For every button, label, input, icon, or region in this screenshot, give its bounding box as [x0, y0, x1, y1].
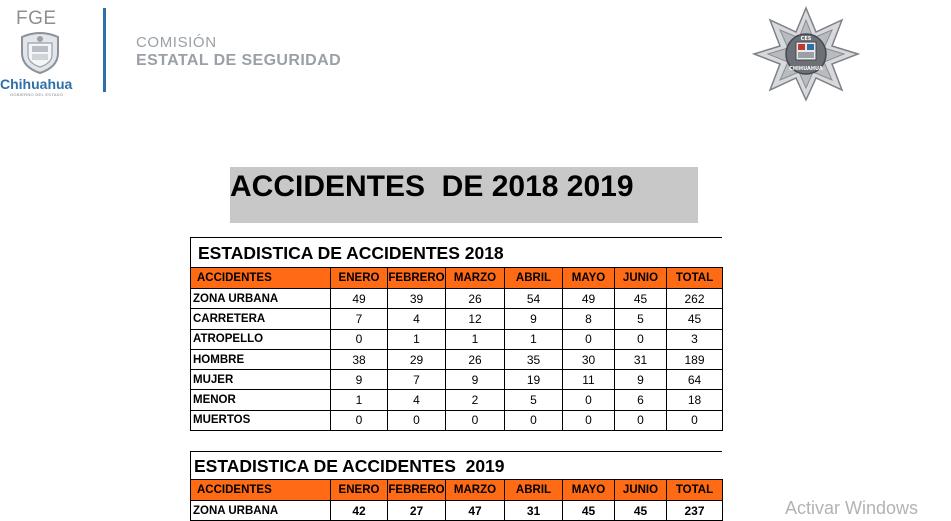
- table-header-row: [191, 268, 723, 289]
- table-cell: 0: [615, 329, 667, 349]
- svg-text:CES: CES: [800, 36, 812, 42]
- table-cell: 3: [667, 329, 723, 349]
- table-row: [191, 349, 723, 369]
- table-row: [191, 501, 723, 521]
- header-divider: [103, 8, 106, 92]
- table-cell: 0: [563, 329, 615, 349]
- table-cell: 31: [615, 349, 667, 369]
- table-cell: 18: [667, 390, 723, 410]
- table-cell: 8: [563, 309, 615, 329]
- table-cell: 189: [667, 349, 723, 369]
- table-cell: 5: [505, 390, 563, 410]
- table-cell: 31: [505, 501, 563, 521]
- column-header: ACCIDENTES: [191, 268, 331, 289]
- table-row: [191, 289, 723, 309]
- table-cell: 9: [505, 309, 563, 329]
- table-cell: 0: [331, 329, 388, 349]
- table-title-2019: ESTADISTICA DE ACCIDENTES 2019: [190, 451, 722, 479]
- table-cell: 45: [615, 289, 667, 309]
- column-header: TOTAL: [667, 268, 723, 289]
- column-header: JUNIO: [615, 480, 667, 501]
- table-row: [191, 329, 723, 349]
- table-cell: 49: [331, 289, 388, 309]
- table-cell: 30: [563, 349, 615, 369]
- table-cell: 54: [505, 289, 563, 309]
- table-cell: 27: [388, 501, 446, 521]
- table-cell: 19: [505, 370, 563, 390]
- document-title-band: [230, 167, 698, 223]
- table-cell: 9: [615, 370, 667, 390]
- stats-2019-table: [190, 479, 723, 521]
- state-shield-icon: [16, 31, 64, 75]
- table-row: [191, 309, 723, 329]
- table-cell: 42: [331, 501, 388, 521]
- table-row: [191, 390, 723, 410]
- column-header: MAYO: [563, 268, 615, 289]
- column-header: MARZO: [446, 268, 505, 289]
- table-cell: 49: [563, 289, 615, 309]
- row-label: ZONA URBANA: [191, 289, 331, 309]
- table-cell: 0: [446, 410, 505, 430]
- table-title-2018: ESTADISTICA DE ACCIDENTES 2018: [190, 237, 722, 267]
- table-cell: 0: [563, 410, 615, 430]
- column-header: ABRIL: [505, 480, 563, 501]
- column-header: FEBRERO: [388, 268, 446, 289]
- row-label: MENOR: [191, 390, 331, 410]
- row-label: ZONA URBANA: [191, 501, 331, 521]
- table-cell: 0: [331, 410, 388, 430]
- table-cell: 47: [446, 501, 505, 521]
- ces-star-badge-icon: [750, 6, 862, 102]
- table-cell: 262: [667, 289, 723, 309]
- table-cell: 237: [667, 501, 723, 521]
- table-cell: 0: [563, 390, 615, 410]
- table-cell: 0: [667, 410, 723, 430]
- column-header: TOTAL: [667, 480, 723, 501]
- table-cell: 38: [331, 349, 388, 369]
- column-header: ENERO: [331, 480, 388, 501]
- stats-2018-block: [190, 237, 722, 431]
- table-cell: 26: [446, 349, 505, 369]
- table-cell: 45: [667, 309, 723, 329]
- government-label: GOBIERNO DEL ESTADO: [10, 92, 64, 97]
- table-cell: 7: [388, 370, 446, 390]
- table-header-row: [191, 480, 723, 501]
- column-header: MARZO: [446, 480, 505, 501]
- table-cell: 7: [331, 309, 388, 329]
- row-label: ATROPELLO: [191, 329, 331, 349]
- table-row: [191, 370, 723, 390]
- table-cell: 9: [446, 370, 505, 390]
- column-header: ABRIL: [505, 268, 563, 289]
- table-cell: 0: [505, 410, 563, 430]
- table-cell: 1: [388, 329, 446, 349]
- table-cell: 9: [331, 370, 388, 390]
- table-cell: 64: [667, 370, 723, 390]
- column-header: ACCIDENTES: [191, 480, 331, 501]
- table-cell: 39: [388, 289, 446, 309]
- table-cell: 2: [446, 390, 505, 410]
- row-label: HOMBRE: [191, 349, 331, 369]
- table-row: [191, 410, 723, 430]
- column-header: JUNIO: [615, 268, 667, 289]
- table-cell: 26: [446, 289, 505, 309]
- stats-2019-block: [190, 451, 722, 521]
- table-cell: 0: [388, 410, 446, 430]
- stats-2018-table: [190, 267, 723, 431]
- commission-line-2: ESTATAL DE SEGURIDAD: [136, 52, 342, 69]
- table-cell: 45: [615, 501, 667, 521]
- row-label: MUERTOS: [191, 410, 331, 430]
- table-cell: 5: [615, 309, 667, 329]
- table-cell: 35: [505, 349, 563, 369]
- row-label: MUJER: [191, 370, 331, 390]
- table-cell: 1: [331, 390, 388, 410]
- document-title: ACCIDENTES DE 2018 2019: [230, 170, 634, 203]
- fge-chihuahua-logo: [0, 4, 88, 97]
- state-name: Chihuahua: [0, 76, 73, 92]
- column-header: ENERO: [331, 268, 388, 289]
- table-cell: 45: [563, 501, 615, 521]
- table-cell: 4: [388, 390, 446, 410]
- svg-text:CHIHUAHUA: CHIHUAHUA: [789, 66, 823, 72]
- agency-short-name: FGE: [16, 8, 57, 29]
- table-cell: 1: [505, 329, 563, 349]
- table-cell: 6: [615, 390, 667, 410]
- row-label: CARRETERA: [191, 309, 331, 329]
- table-cell: 11: [563, 370, 615, 390]
- table-cell: 29: [388, 349, 446, 369]
- table-cell: 0: [615, 410, 667, 430]
- column-header: MAYO: [563, 480, 615, 501]
- activate-windows-watermark: Activar Windows: [785, 498, 919, 518]
- table-cell: 1: [446, 329, 505, 349]
- table-cell: 12: [446, 309, 505, 329]
- table-cell: 4: [388, 309, 446, 329]
- column-header: FEBRERO: [388, 480, 446, 501]
- commission-line-1: COMISIÓN: [136, 34, 217, 51]
